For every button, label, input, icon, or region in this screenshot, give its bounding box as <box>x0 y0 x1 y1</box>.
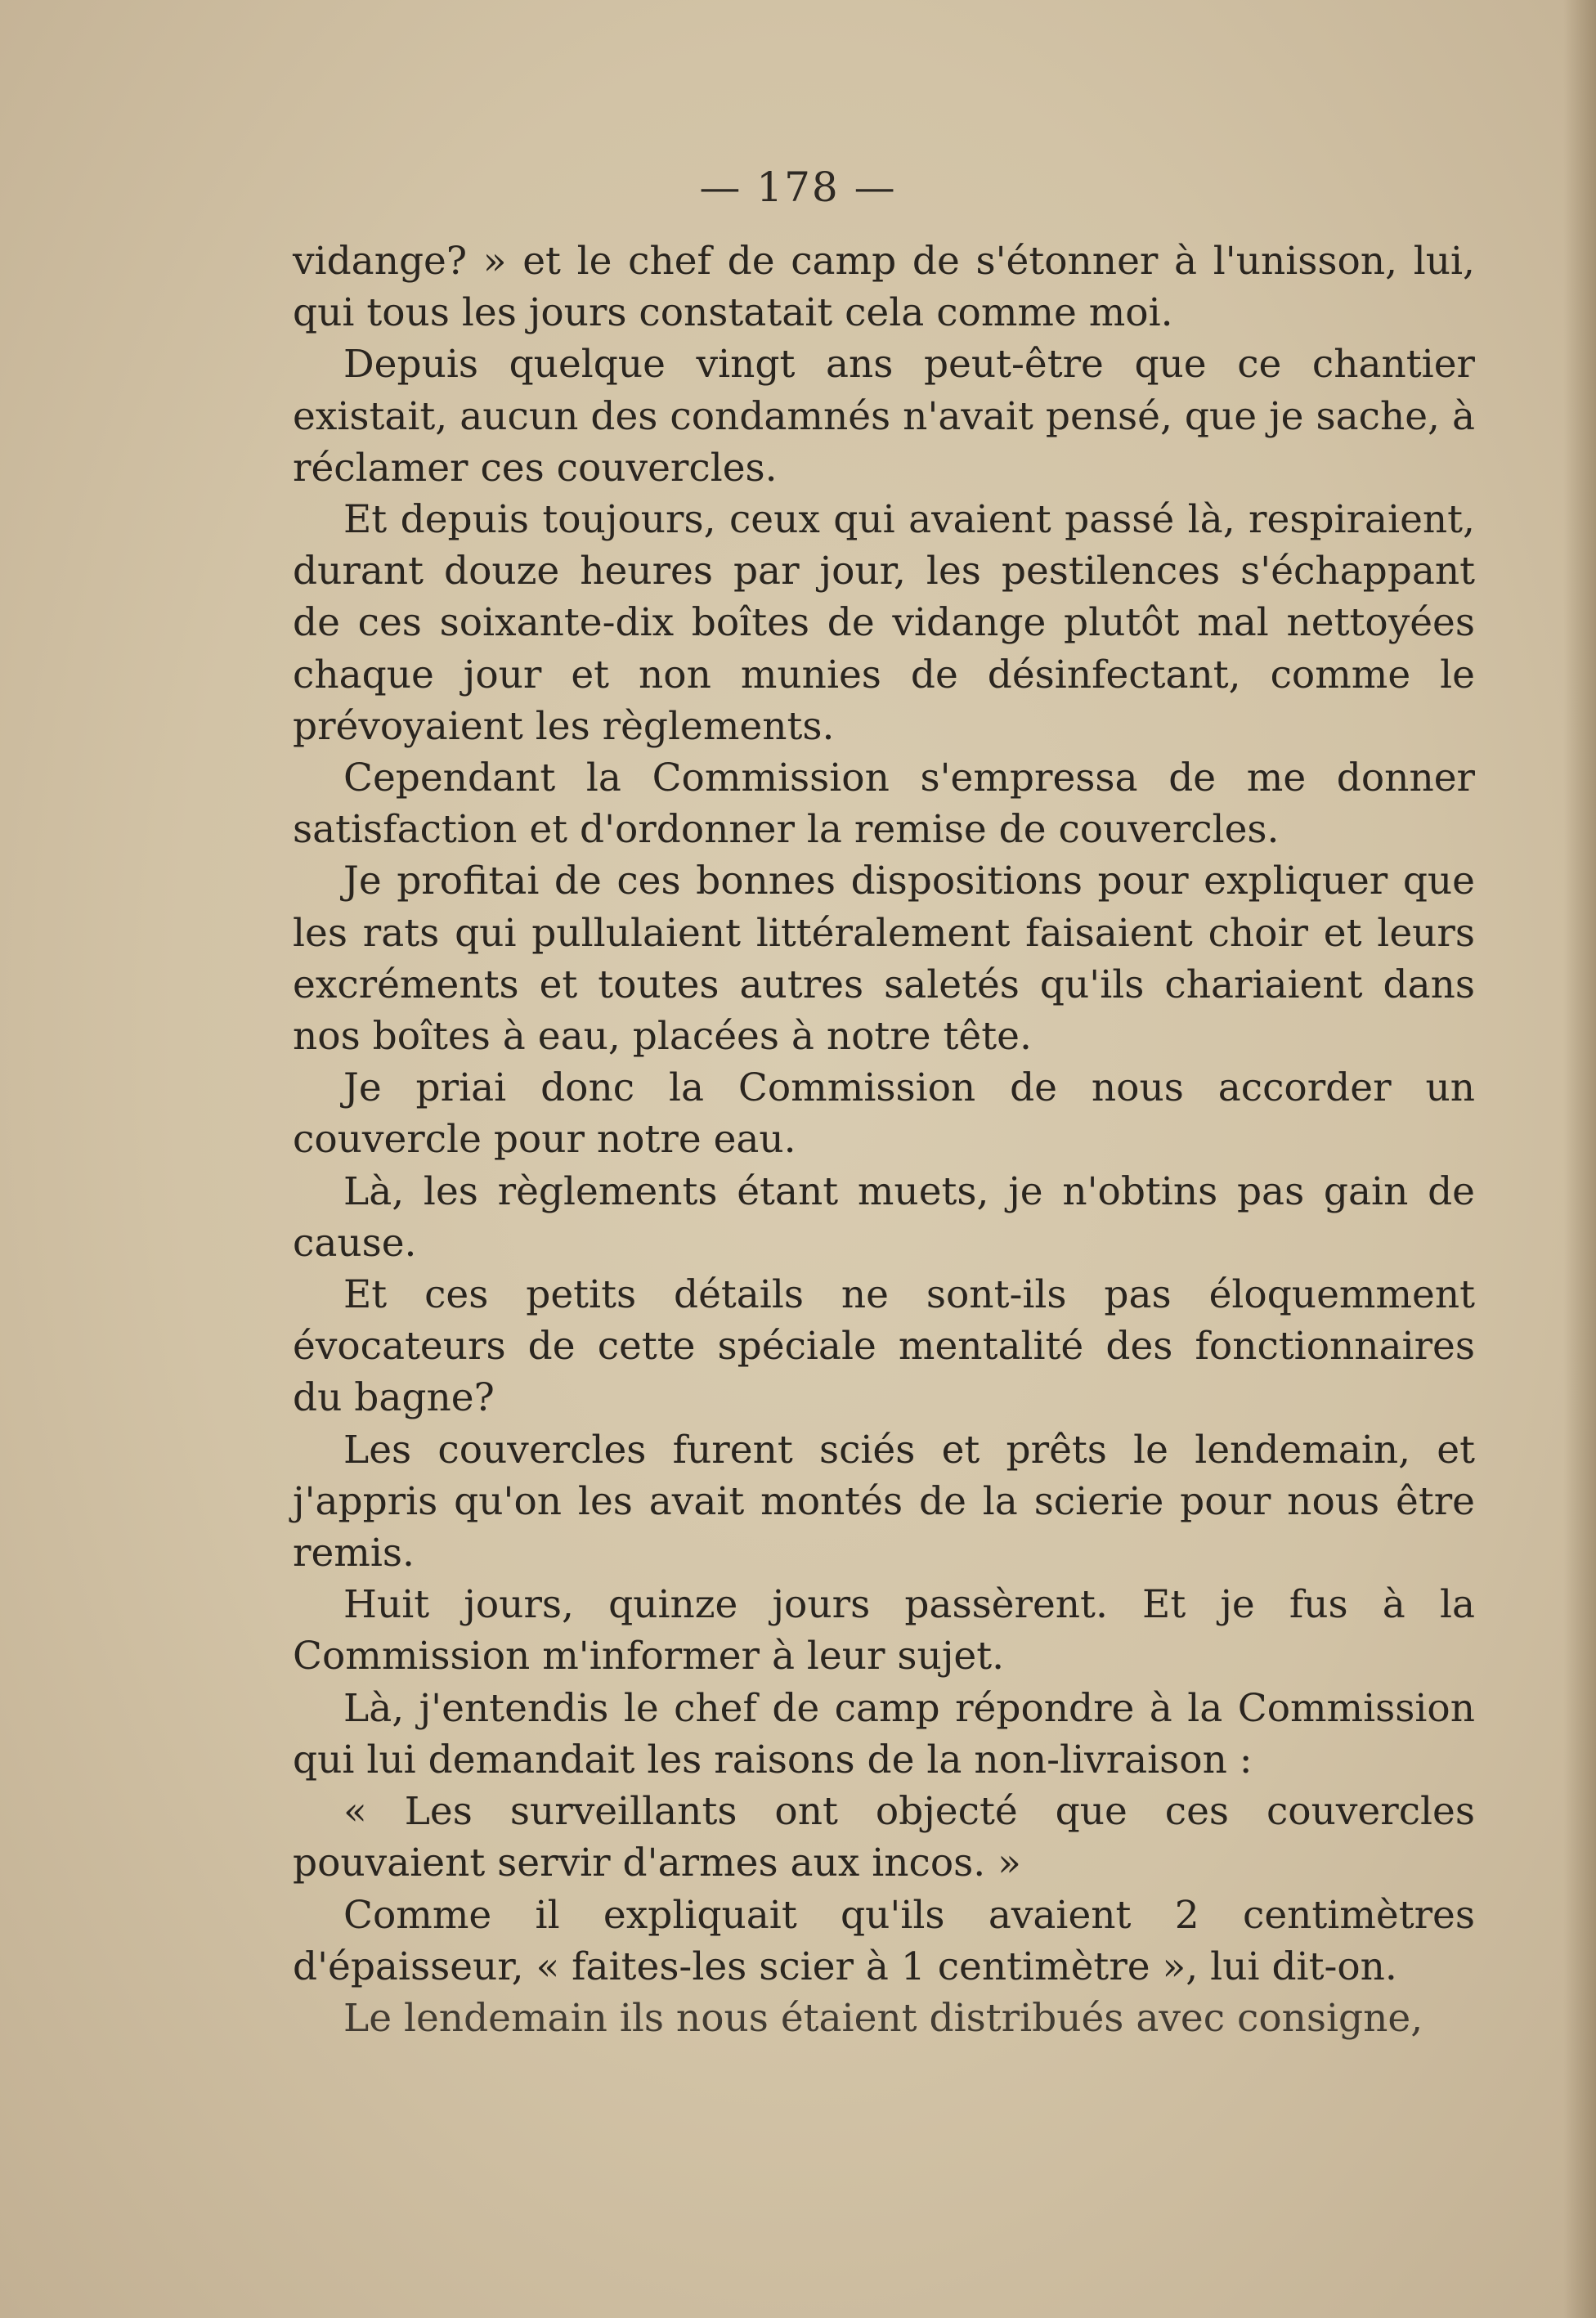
paragraph-2: Depuis quelque vingt ans peut-être que ce chantier existait, aucun des condamnés n'avait pensé, que je sache, à réclamer ces couvercles. <box>293 342 1475 491</box>
paragraph-1: vidange? » et le chef de camp de s'étonner à l'unisson, lui, qui tous les jours constatait cela comme moi. <box>293 239 1475 336</box>
paragraph-4: Cependant la Commission s'empressa de me donner satisfaction et d'ordonner la remise de couvercles. <box>293 755 1475 853</box>
body-text <box>293 235 1475 2044</box>
page-number: — 178 — <box>699 164 897 211</box>
paragraph-11: Là, j'entendis le chef de camp répondre à la Commission qui lui demandait les raisons de la non-livraison : <box>293 1685 1475 1782</box>
paragraph-13: Comme il expliquait qu'ils avaient 2 centimètres d'épaisseur, « faites-les scier à 1 centimètre », lui dit-on. <box>293 1892 1475 1989</box>
paragraph-8: Et ces petits détails ne sont-ils pas éloquemment évocateurs de cette spéciale mentalité des fonctionnaires du bagne? <box>293 1272 1475 1421</box>
paragraph-14: Le lendemain ils nous étaient distribués avec consigne, <box>343 1995 1423 2041</box>
paragraph-10: Huit jours, quinze jours passèrent. Et je fus à la Commission m'informer à leur sujet. <box>293 1582 1475 1679</box>
page-edge-shadow <box>1563 0 1596 2318</box>
paragraph-3: Et depuis toujours, ceux qui avaient passé là, respiraient, durant douze heures par jour, les pestilences s'échappant de ces soixante-dix boîtes de vidange plutôt mal nettoyées chaque jour et non munies de désinfectant, comme le prévoyaient les règlements. <box>293 497 1475 749</box>
paragraph-12: « Les surveillants ont objecté que ces couvercles pouvaient servir d'armes aux incos. » <box>293 1789 1475 1886</box>
paragraph-9: Les couvercles furent sciés et prêts le lendemain, et j'appris qu'on les avait montés de la scierie pour nous être remis. <box>293 1427 1475 1576</box>
paragraph-5: Je profitai de ces bonnes dispositions pour expliquer que les rats qui pullulaient littéralement faisaient choir et leurs excréments et toutes autres saletés qu'ils chariaient dans nos boîtes à eau, placées à notre tête. <box>293 859 1475 1060</box>
paragraph-7: Là, les règlements étant muets, je n'obtins pas gain de cause. <box>293 1168 1475 1266</box>
paragraph-6: Je priai donc la Commission de nous accorder un couvercle pour notre eau. <box>293 1065 1475 1163</box>
